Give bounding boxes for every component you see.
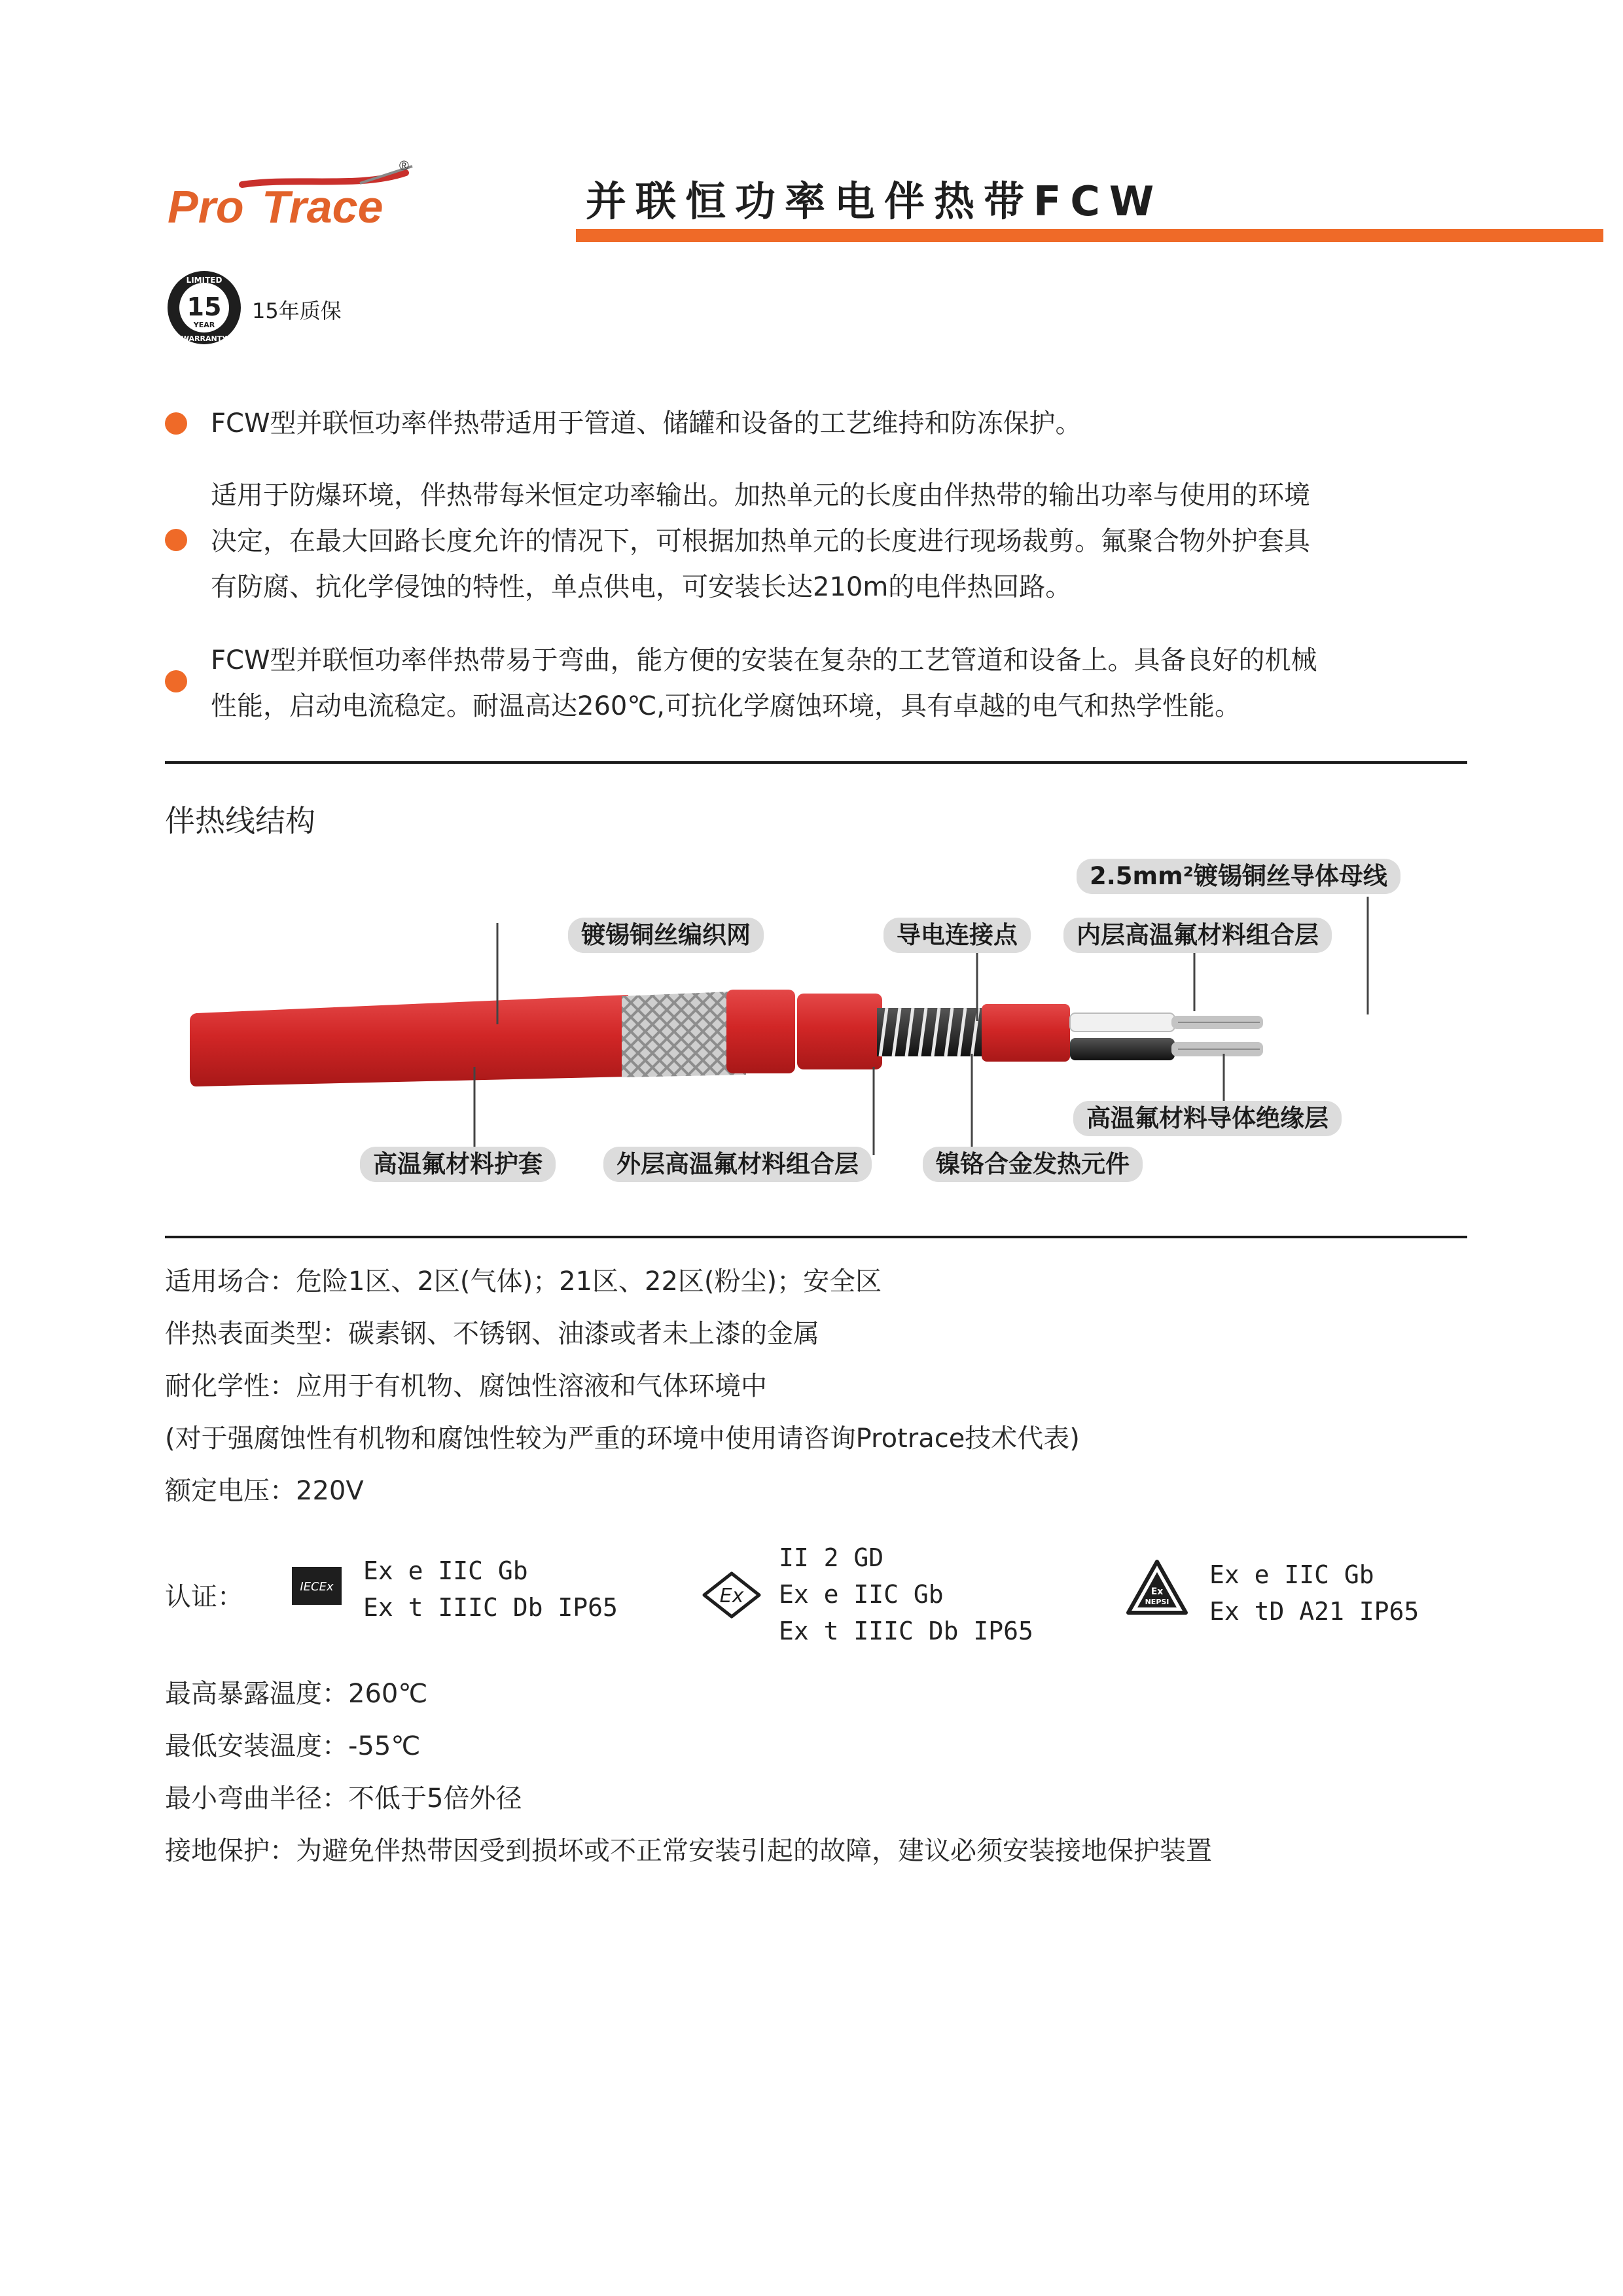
conductor-insulation-lower — [1070, 1038, 1175, 1060]
atex-marking — [779, 1539, 1033, 1649]
section-title: 伴热线结构 — [165, 803, 315, 838]
section-divider — [165, 1236, 1467, 1238]
svg-text:NEPSI: NEPSI — [1145, 1598, 1169, 1606]
outer-layer-band-shape — [726, 990, 795, 1073]
svg-text:WARRANTY: WARRANTY — [181, 334, 228, 343]
bullet-dot — [165, 670, 187, 692]
bullet-dot — [165, 412, 187, 435]
bullet-dot — [165, 529, 187, 551]
cert-line: Ex e IIC Gb — [1209, 1560, 1374, 1589]
svg-text:IECEx: IECEx — [300, 1580, 334, 1594]
spec-chemical-resistance: 耐化学性：应用于有机物、腐蚀性溶液和气体环境中 — [165, 1371, 767, 1401]
conductor-insulation-upper — [1070, 1013, 1175, 1031]
spec-min-install-temp: 最低安装温度：-55℃ — [165, 1731, 421, 1761]
intro-paragraph-3 — [211, 637, 1454, 729]
spec-max-exposure-temp: 最高暴露温度：260℃ — [165, 1679, 428, 1709]
iecex-marking — [363, 1552, 618, 1626]
label-bus-wire: 2.5mm²镀锡铜丝导体母线 — [1077, 859, 1400, 894]
warranty-badge-icon — [165, 268, 243, 347]
cert-line: Ex tD A21 IP65 — [1209, 1597, 1419, 1626]
warranty-text: 15年质保 — [252, 298, 342, 323]
cert-line: Ex e IIC Gb — [779, 1580, 944, 1609]
label-outer-jacket: 高温氟材料护套 — [360, 1147, 556, 1182]
label-outer-layer: 外层高温氟材料组合层 — [603, 1147, 872, 1182]
svg-text:®: ® — [399, 159, 409, 173]
nepsi-marking — [1209, 1556, 1419, 1630]
intro-line: 性能，启动电流稳定。耐温高达260℃,可抗化学腐蚀环境，具有卓越的电气和热学性能。 — [211, 691, 1241, 721]
spec-ground-protection: 接地保护：为避免伴热带因受到损坏或不正常安装引起的故障，建议必须安装接地保护装置 — [165, 1836, 1212, 1866]
intro-line: 决定，在最大回路长度允许的情况下，可根据加热单元的长度进行现场裁剪。氟聚合物外护套具 — [211, 526, 1310, 556]
svg-text:Ex: Ex — [719, 1585, 744, 1607]
spec-chemical-note: (对于强腐蚀性有机物和腐蚀性较为严重的环境中使用请咨询Protrace技术代表) — [165, 1424, 1080, 1454]
atex-ex-logo-icon — [702, 1571, 762, 1619]
label-conductor-insulation: 高温氟材料导体绝缘层 — [1073, 1101, 1342, 1136]
label-connection-point: 导电连接点 — [883, 918, 1031, 953]
intro-line: 有防腐、抗化学侵蚀的特性，单点供电，可安装长达210m的电伴热回路。 — [211, 572, 1072, 602]
outer-jacket-shape — [190, 995, 628, 1086]
certification-label: 认证： — [165, 1582, 243, 1612]
label-heating-element: 镍铬合金发热元件 — [923, 1147, 1143, 1182]
intro-line: FCW型并联恒功率伴热带适用于管道、储罐和设备的工艺维持和防冻保护。 — [211, 408, 1082, 439]
spec-rated-voltage: 额定电压：220V — [165, 1476, 364, 1506]
intro-paragraph-2 — [211, 473, 1454, 610]
protrace-logo — [164, 157, 425, 236]
svg-text:15: 15 — [187, 293, 222, 321]
label-inner-layer: 内层高温氟材料组合层 — [1063, 918, 1332, 953]
svg-text:YEAR: YEAR — [193, 321, 215, 329]
intro-line: FCW型并联恒功率伴热带易于弯曲，能方便的安装在复杂的工艺管道和设备上。具备良好的机械 — [211, 645, 1317, 675]
svg-text:Pro: Pro — [168, 181, 244, 232]
cable-illustration — [170, 844, 1453, 1198]
cert-line: Ex t IIIC Db IP65 — [779, 1617, 1033, 1645]
cert-line: II 2 GD — [779, 1543, 884, 1572]
svg-text:LIMITED: LIMITED — [186, 276, 223, 285]
title-underline-bar — [576, 229, 1603, 242]
cert-line: Ex t IIIC Db IP65 — [363, 1593, 618, 1622]
svg-text:Trace: Trace — [262, 181, 383, 232]
page-title: 并联恒功率电伴热带FCW — [586, 177, 1164, 225]
outer-layer-band-shape — [797, 994, 882, 1069]
intro-line: 适用于防爆环境，伴热带每米恒定功率输出。加热单元的长度由伴热带的输出功率与使用的环境 — [211, 480, 1310, 511]
iecex-logo-icon — [291, 1566, 343, 1606]
spec-application-area: 适用场合：危险1区、2区(气体)；21区、22区(粉尘)；安全区 — [165, 1266, 882, 1297]
nepsi-logo-icon — [1124, 1558, 1190, 1618]
svg-text:Ex: Ex — [1150, 1587, 1164, 1597]
spec-surface-type: 伴热表面类型：碳素钢、不锈钢、油漆或者未上漆的金属 — [165, 1319, 819, 1349]
spec-min-bend-radius: 最小弯曲半径：不低于5倍外径 — [165, 1784, 522, 1814]
section-divider — [165, 761, 1467, 764]
label-braid: 镀锡铜丝编织网 — [568, 918, 764, 953]
inner-layer-band-shape — [982, 1004, 1070, 1062]
intro-paragraph-1 — [211, 401, 1454, 446]
cable-structure-diagram — [170, 844, 1453, 1198]
cert-line: Ex e IIC Gb — [363, 1556, 528, 1585]
